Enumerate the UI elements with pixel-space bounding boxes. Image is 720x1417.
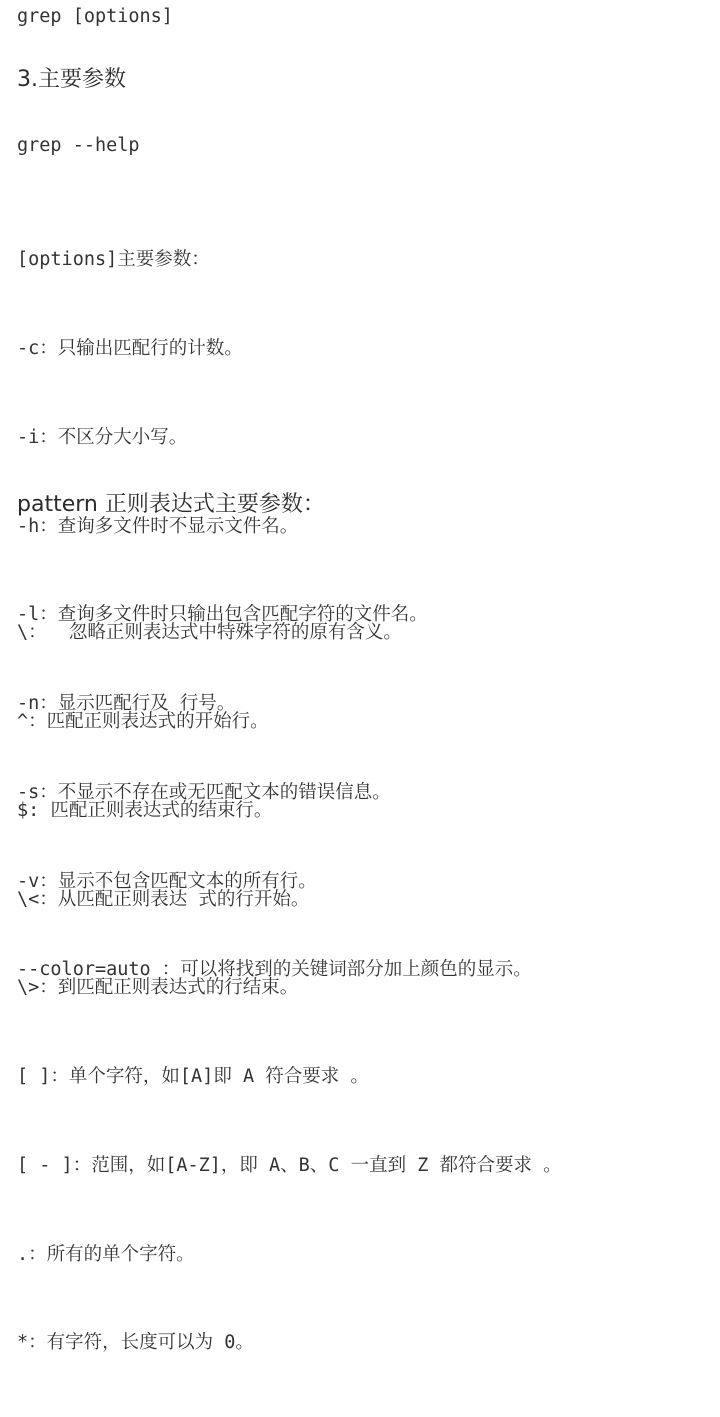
pattern-param-item: $: 匹配正则表达式的结束行。 [17,799,273,821]
pattern-param-item: .：所有的单个字符。 [17,1243,195,1265]
option-item: -i：不区分大小写。 [17,426,188,448]
pattern-param-item: [ ]：单个字符，如[A]即 A 符合要求 。 [17,1066,369,1088]
pattern-heading: pattern 正则表达式主要参数： [17,492,325,517]
pattern-param-item: \： 忽略正则表达式中特殊字符的原有含义。 [17,622,402,644]
pattern-params-list [17,559,562,1417]
option-item: -v：显示不包含匹配文本的所有行。 [17,870,317,892]
option-item: -h：查询多文件时不显示文件名。 [17,515,299,537]
options-title: [options]主要参数： [17,249,210,271]
help-command: grep --help [17,135,140,156]
option-item: -s：不显示不存在或无匹配文本的错误信息。 [17,781,391,803]
option-item: --color=auto ：可以将找到的关键词部分加上颜色的显示。 [17,959,532,981]
pattern-param-item: *：有字符，长度可以为 0。 [17,1332,254,1354]
pattern-param-item: \>：到匹配正则表达式的行结束。 [17,977,299,999]
option-item: -n：显示匹配行及 行号。 [17,693,236,715]
section-heading: 3.主要参数 [17,67,126,92]
pattern-param-item: [ - ]：范围，如[A-Z]，即 A、B、C 一直到 Z 都符合要求 。 [17,1154,562,1176]
pattern-param-item: ^：匹配正则表达式的开始行。 [17,710,269,732]
command-syntax: grep [options] [17,6,173,27]
option-item: -l：查询多文件时只输出包含匹配字符的文件名。 [17,604,428,626]
pattern-param-item: \<：从匹配正则表达 式的行开始。 [17,888,310,910]
option-item: -c：只输出匹配行的计数。 [17,337,243,359]
